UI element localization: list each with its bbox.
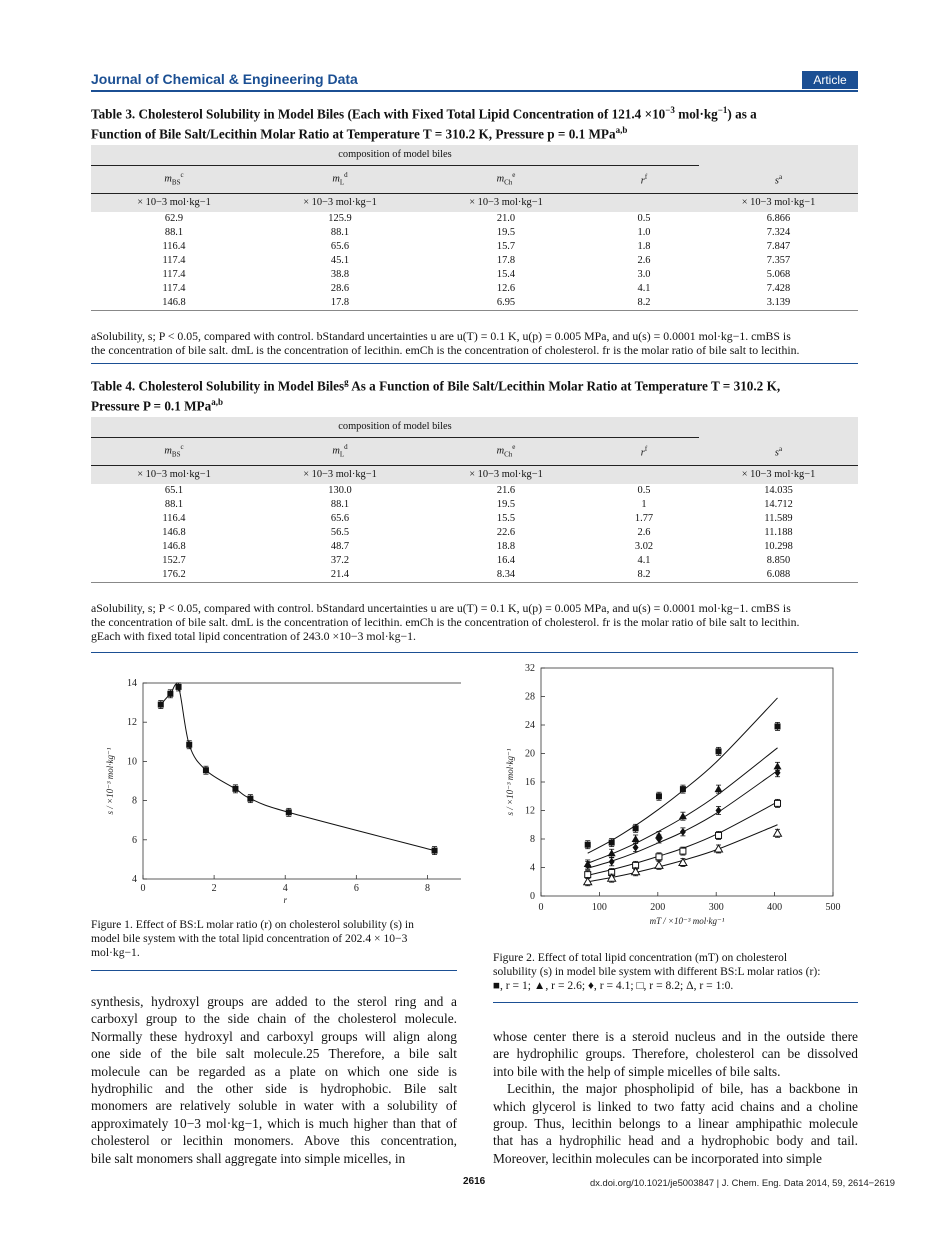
table-cell: 48.7 [330,540,350,552]
table-row [91,540,858,554]
table3-unit-row: × 10−3 mol·kg−1 × 10−3 mol·kg−1 × 10−3 mol·kg−1 × 10−3 mol·kg−1 [91,193,858,212]
y-axis-label: s / ×10⁻³ mol·kg⁻¹ [505,748,515,816]
table3 [91,145,858,311]
table-row [91,268,858,282]
y-axis-label: s / ×10⁻³ mol·kg⁻¹ [105,747,115,815]
table-cell: 15.4 [496,268,516,280]
text-line: group. Thus, lecithin belongs to a linear amphipathic molecule [493,1116,858,1132]
data-point [656,793,662,799]
x-tick-label: 0 [140,883,146,894]
data-point [203,767,209,773]
x-axis-label: r [283,895,287,905]
table-cell: 4.1 [637,554,651,566]
y-tick-label: 8 [132,795,137,807]
data-point [186,742,192,748]
y-tick-label: 12 [127,717,137,729]
table-row [91,484,858,498]
table-cell: 116.4 [162,240,186,252]
data-point [656,854,662,860]
y-tick-label: 0 [530,891,535,902]
table-cell: 65.1 [164,484,184,496]
text-line: Lecithin, the major phospholipid of bile, has a backbone in [507,1081,858,1097]
body-text-right [493,1028,858,1167]
x-axis-label: mT / ×10⁻³ mol·kg⁻¹ [649,916,725,926]
table-cell: 116.4 [162,512,186,524]
y-tick-label: 14 [127,678,137,689]
table-cell: 2.6 [637,254,651,266]
data-point [167,691,173,697]
table-row [91,498,858,512]
table-cell: 6.95 [423,296,589,311]
table-row [91,568,858,583]
plot-frame [541,668,833,896]
text-line: bile salt monomers shall aggregate into simple micelles, in [91,1150,406,1166]
table4-group-header: composition of model biles [91,417,699,438]
table-cell: 117.4 [162,254,186,266]
table-cell: 65.6 [330,512,350,524]
data-point [774,829,782,836]
text-line: monomers are relatively soluble in water with a solubility of [91,1098,457,1114]
table-row [91,212,858,226]
figure2-chart [493,660,858,945]
y-tick-label: 4 [132,874,137,885]
table-cell: 11.188 [764,526,793,538]
table4-footnotes: aSolubility, s; P < 0.05, compared with control. bStandard uncertainties u are u(T) = 0.1 K, u(p) = 0.005 MPa, and u(s) = 0.0001 mol·kg−1. cmBS is the concentration of bile salt. dmL is the concentration of lecithin. emCh is the concentration of cholesterol. fr is the molar ratio of bile salt to lecithin. gEach with fixed total lipid concentration of 243.0 ×10−3 mol·kg−1. [91,601,800,643]
table-cell: 45.1 [330,254,350,266]
table-cell: 117.4 [162,282,186,294]
table-cell: 8.2 [589,568,699,583]
table-cell: 62.9 [164,212,184,224]
separator [91,652,858,653]
data-point [158,702,164,708]
table-cell: 12.6 [496,282,516,294]
table-row [91,226,858,240]
figure2-caption: Figure 2. Effect of total lipid concentration (mT) on cholesterol solubility (s) in model bile system with different BS:L molar ratios (r): ■, r = 1; ▲, r = 2.6; ♦, r = 4.1; □, r = 8.2; Δ, r = 1:0. [493,951,821,992]
table-row [91,240,858,254]
table-cell: 14.035 [764,484,793,496]
table-cell: 15.7 [496,240,516,252]
table-cell: 19.5 [496,226,516,238]
y-tick-label: 8 [530,834,535,845]
text-line: one side of the bile salt molecule.25 Therefore, a bile salt [91,1046,457,1062]
table-cell: 146.8 [91,296,257,311]
text-line: hydrophilic and the other side is hydrophobic. Bile salt [91,1081,457,1097]
y-tick-label: 24 [525,720,535,731]
text-line: synthesis, hydroxyl groups are added to the sterol ring and a [91,994,457,1009]
table-cell: 146.8 [162,540,186,552]
data-point [716,832,722,838]
table3-symbol-row: $m_{BS}^c$ $m_L^d$ $m_{Ch}^e$ $r^f$ $s^a$ [91,166,858,193]
table-cell: 7.428 [766,282,791,294]
table-cell: 117.4 [162,268,186,280]
table-cell: 3.0 [637,268,651,280]
body-text-left [91,993,457,1167]
journal-title: Journal of Chemical & Engineering Data [91,71,358,87]
table-cell: 17.8 [257,296,423,311]
data-point [633,825,639,831]
table-cell: 1 [641,498,647,510]
table-row [91,254,858,268]
table-cell: 28.6 [330,282,350,294]
table-cell: 88.1 [164,498,184,510]
x-tick-label: 300 [708,902,724,913]
text-line: Normally these hydroxyl and carboxyl groups will align along [91,1028,457,1044]
x-tick-label: 8 [424,883,430,894]
article-badge: Article [802,71,858,89]
y-tick-label: 10 [127,756,137,768]
table-cell: 7.847 [766,240,791,252]
table-cell: 88.1 [330,226,350,238]
table-cell: 18.8 [496,540,516,552]
y-tick-label: 4 [530,862,535,874]
data-point [585,872,591,878]
data-point [775,800,781,806]
table-cell: 88.1 [164,226,184,238]
data-point [286,809,292,815]
data-point [609,840,615,846]
data-point [632,835,640,842]
data-point [585,842,591,848]
table-cell: 146.8 [162,526,186,538]
table-cell: 1.77 [634,512,654,524]
table4-caption: Table 4. Cholesterol Solubility in Model Biles$^g$ As a Function of Bile Salt/Lecithin Molar Ratio at Temperature T = 310.2 K, Pressure P = 0.1 MPa$^{a,b}$ [91,377,781,414]
table-cell: 8.850 [766,554,791,566]
x-tick-label: 400 [767,902,783,913]
y-tick-label: 12 [525,805,535,817]
table-cell: 38.8 [330,268,350,280]
x-tick-label: 0 [538,902,544,913]
table-cell: 8.2 [589,296,699,311]
data-point [655,861,663,868]
text-line: carboxyl group to the side chain of the cholesterol molecule. [91,1011,457,1027]
table-cell: 56.5 [330,526,350,538]
table-cell: 1.8 [637,240,651,252]
data-point [715,845,723,852]
table-cell: 6.088 [699,568,858,583]
x-tick-label: 500 [825,902,841,913]
text-line: approximately 10−3 mol·kg−1, which is much higher than that of [91,1115,457,1131]
header-rule [91,90,858,92]
table-cell: 5.068 [766,268,791,280]
table-cell: 125.9 [328,212,352,224]
plot-frame [143,683,461,879]
table4-symbol-row: $m_{BS}^c$ $m_L^d$ $m_{Ch}^e$ $r^f$ $s^a$ [91,438,858,465]
data-point [680,848,686,854]
table-cell: 2.6 [637,526,651,538]
table-cell: 21.6 [496,484,516,496]
table-cell: 152.7 [162,554,186,566]
figure1-caption: Figure 1. Effect of BS:L molar ratio (r) on cholesterol solubility (s) in model bile system with the total lipid concentration of 202.4 × 10−3 mol·kg−1. [91,918,414,959]
text-line: which glycerol is linked to two fatty acid chains and a choline [493,1098,858,1114]
y-tick-label: 6 [132,834,137,846]
table3-footnotes: aSolubility, s; P < 0.05, compared with control. bStandard uncertainties u are u(T) = 0.1 K, u(p) = 0.005 MPa, and u(s) = 0.0001 mol·kg−1. cmBS is the concentration of bile salt. dmL is the concentration of lecithin. emCh is the concentration of cholesterol. fr is the molar ratio of bile salt to lecithin. [91,329,800,357]
table4-group-row [91,417,858,438]
text-line: that has a hydrophilic head and a hydrophobic body and tail. [493,1133,858,1149]
table-row [91,526,858,540]
table-cell: 7.324 [766,226,791,238]
fit-curve [161,684,435,851]
table3-group-row [91,145,858,166]
data-point [716,748,722,754]
text-line: molecule can be regarded as a plate on which one side is [91,1063,457,1079]
x-tick-label: 4 [282,883,288,894]
data-point [247,796,253,802]
table-cell: 4.1 [637,282,651,294]
table-cell: 8.34 [423,568,589,583]
text-line: are hydrophilic groups. Therefore, cholesterol can be dissolved [493,1046,858,1062]
table-cell: 130.0 [328,484,352,496]
data-point [232,786,238,792]
text-line: whose center there is a steroid nucleus and in the outside there [493,1029,858,1044]
text-line: cholesterol or lecithin monomers. Above this concentration, [91,1133,457,1149]
table-cell: 16.4 [496,554,516,566]
separator [91,970,457,971]
data-point [176,684,182,690]
table-cell: 21.0 [496,212,516,224]
table-row [91,554,858,568]
table-cell: 0.5 [637,212,651,224]
table4-unit-row: × 10−3 mol·kg−1 × 10−3 mol·kg−1 × 10−3 mol·kg−1 × 10−3 mol·kg−1 [91,465,858,484]
x-tick-label: 6 [353,883,359,894]
table-cell: 7.357 [766,254,791,266]
data-point [715,785,723,792]
separator [91,363,858,364]
table-cell: 14.712 [764,498,793,510]
doi-citation: dx.doi.org/10.1021/je5003847 | J. Chem. Eng. Data 2014, 59, 2614−2619 [590,1177,896,1188]
table-cell: 15.5 [496,512,516,524]
data-point [774,762,782,769]
page-number: 2616 [463,1176,486,1187]
table3-caption: Table 3. Cholesterol Solubility in Model Biles (Each with Fixed Total Lipid Concentration of $121.4 \times 10^{-3}$ $mol\cdot kg^{-1}$) as a Function of Bile Salt/Lecithin Molar Ratio at Temperature T = 310.2 K, Pressure p = 0.1 MPa$^{a,b}$ [91,105,757,142]
text-line: Moreover, lecithin molecules can be incorporated into simple [493,1150,822,1166]
separator [493,1002,858,1003]
table-row [91,282,858,296]
y-tick-label: 16 [525,777,535,788]
table-cell: 19.5 [496,498,516,510]
table-cell: 0.5 [637,484,651,496]
table-cell: 21.4 [257,568,423,583]
table-cell: 176.2 [91,568,257,583]
table-cell: 17.8 [496,254,516,266]
data-point [680,828,686,836]
table3-group-header: composition of model biles [91,145,699,166]
y-tick-label: 28 [525,691,535,703]
table-cell: 10.298 [764,540,793,552]
table-cell: 11.589 [764,512,793,524]
y-tick-label: 32 [525,663,535,674]
text-line: into bile with the help of simple micelles of bile salts. [493,1063,781,1079]
fit-curve [588,748,778,863]
table-cell: 3.02 [634,540,654,552]
table-cell: 22.6 [496,526,516,538]
figure1-chart [91,665,461,915]
table-cell: 88.1 [330,498,350,510]
table-cell: 1.0 [637,226,651,238]
table-cell: 65.6 [330,240,350,252]
table-row [91,296,858,311]
data-point [680,786,686,792]
x-tick-label: 2 [211,883,217,894]
data-point [609,858,615,866]
data-point [775,723,781,729]
table-cell: 37.2 [330,554,350,566]
table4 [91,417,858,583]
y-tick-label: 20 [525,748,535,760]
table-row [91,512,858,526]
data-point [432,848,438,854]
table-cell: 3.139 [699,296,858,311]
x-tick-label: 100 [591,902,607,913]
x-tick-label: 200 [650,902,666,913]
table-cell: 6.866 [766,212,791,224]
